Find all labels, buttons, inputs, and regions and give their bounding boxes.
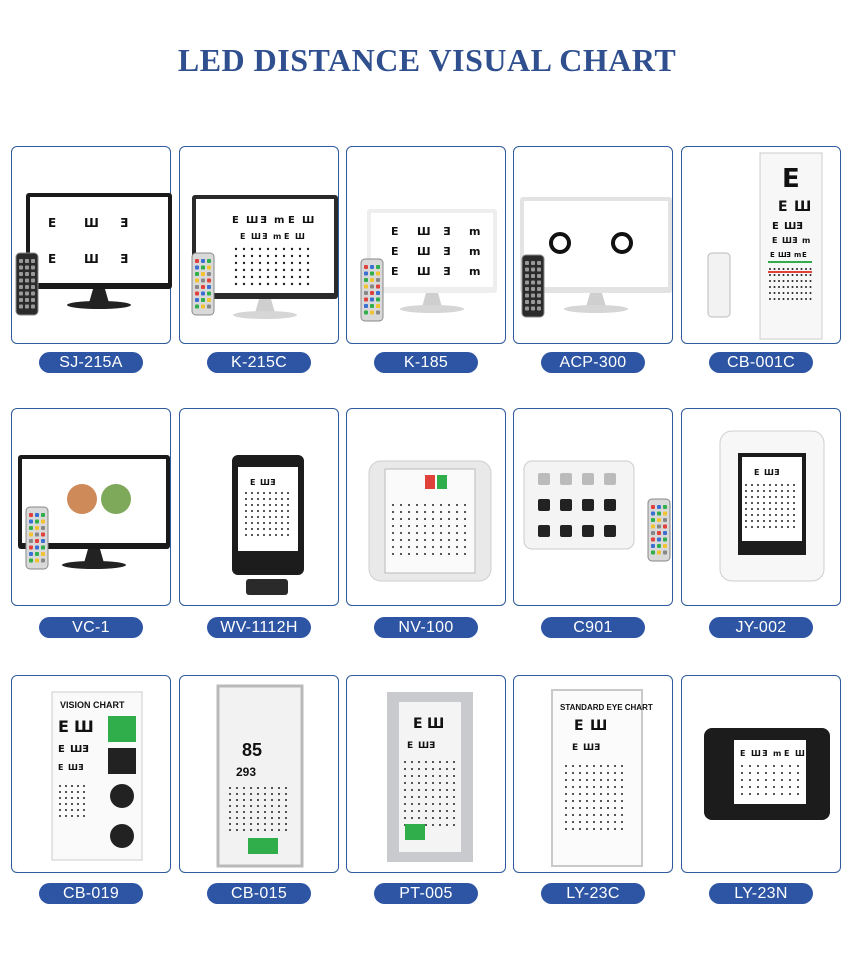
svg-text:Ш: Ш <box>417 265 431 278</box>
product-image <box>180 147 340 345</box>
svg-text:VISION CHART: VISION CHART <box>60 700 125 710</box>
svg-text:m: m <box>469 245 481 258</box>
svg-text:Ш: Ш <box>417 245 431 258</box>
product-card[interactable] <box>11 408 171 606</box>
svg-text:Ǝ: Ǝ <box>262 232 268 241</box>
product-image <box>514 409 674 607</box>
svg-text:Ǝ: Ǝ <box>443 245 451 258</box>
svg-text:E: E <box>407 741 414 751</box>
svg-text:Ǝ: Ǝ <box>78 763 84 772</box>
svg-text:E: E <box>572 743 579 753</box>
svg-text:Ш: Ш <box>778 251 787 259</box>
svg-text:Ш: Ш <box>764 468 774 477</box>
svg-text:E: E <box>772 236 778 245</box>
product-card[interactable] <box>11 146 171 344</box>
product-image <box>347 147 507 345</box>
svg-text:E: E <box>48 216 57 230</box>
svg-text:Ш: Ш <box>782 236 792 245</box>
svg-text:E: E <box>784 749 790 758</box>
svg-text:293: 293 <box>236 765 257 779</box>
svg-text:Ш: Ш <box>417 225 431 238</box>
svg-text:Ǝ: Ǝ <box>120 252 129 266</box>
product-image <box>347 409 507 607</box>
svg-text:E: E <box>391 225 399 238</box>
svg-text:m: m <box>469 225 481 238</box>
svg-text:E: E <box>232 215 239 226</box>
product-image <box>682 409 842 607</box>
model-label: LY-23C <box>541 883 645 904</box>
model-label: LY-23N <box>709 883 813 904</box>
model-label: VC-1 <box>39 617 143 638</box>
svg-text:Ш: Ш <box>260 478 270 487</box>
svg-text:Ш: Ш <box>68 763 78 772</box>
product-card[interactable] <box>513 675 673 873</box>
svg-text:E: E <box>58 763 64 772</box>
model-label: JY-002 <box>709 617 813 638</box>
model-label: CB-015 <box>207 883 311 904</box>
svg-text:Ш: Ш <box>74 717 94 736</box>
svg-text:E: E <box>782 164 800 194</box>
svg-text:Ш: Ш <box>427 716 445 732</box>
product-image <box>514 676 674 874</box>
svg-text:Ǝ: Ǝ <box>429 741 436 751</box>
svg-text:E: E <box>802 251 807 259</box>
svg-text:Ш: Ш <box>302 215 315 226</box>
svg-text:Ǝ: Ǝ <box>594 743 601 753</box>
svg-text:Ш: Ш <box>794 199 812 215</box>
svg-text:Ш: Ш <box>84 216 99 230</box>
svg-text:E: E <box>391 265 399 278</box>
svg-text:Ǝ: Ǝ <box>786 251 791 259</box>
svg-text:Ǝ: Ǝ <box>270 478 276 487</box>
model-label: CB-001C <box>709 352 813 373</box>
svg-text:m: m <box>274 215 285 226</box>
svg-text:E: E <box>58 744 65 755</box>
model-label: NV-100 <box>374 617 478 638</box>
product-card[interactable] <box>513 146 673 344</box>
product-image <box>682 676 842 874</box>
svg-text:E: E <box>740 749 746 758</box>
svg-text:Ǝ: Ǝ <box>762 749 768 758</box>
svg-text:m: m <box>273 232 282 241</box>
svg-text:E: E <box>754 468 760 477</box>
svg-text:Ш: Ш <box>251 232 261 241</box>
product-image <box>682 147 842 345</box>
svg-text:m: m <box>802 236 811 245</box>
product-image <box>347 676 507 874</box>
product-card[interactable] <box>513 408 673 606</box>
product-card[interactable] <box>179 675 339 873</box>
product-image <box>180 409 340 607</box>
svg-text:Ǝ: Ǝ <box>120 216 129 230</box>
product-card[interactable] <box>681 675 841 873</box>
svg-text:STANDARD EYE CHART: STANDARD EYE CHART <box>560 703 653 712</box>
model-label: K-215C <box>207 352 311 373</box>
svg-text:E: E <box>240 232 246 241</box>
product-image <box>12 409 172 607</box>
svg-text:Ǝ: Ǝ <box>774 468 780 477</box>
svg-text:Ш: Ш <box>295 232 305 241</box>
product-image <box>12 147 172 345</box>
svg-text:85: 85 <box>242 740 263 760</box>
svg-text:Ш: Ш <box>795 749 805 758</box>
svg-text:Ǝ: Ǝ <box>82 744 89 755</box>
svg-text:E: E <box>284 232 290 241</box>
svg-text:E: E <box>772 221 779 232</box>
svg-text:E: E <box>48 252 57 266</box>
svg-text:Ш: Ш <box>583 743 595 753</box>
svg-text:E: E <box>413 716 423 732</box>
svg-text:m: m <box>773 749 782 758</box>
svg-text:Ǝ: Ǝ <box>792 236 798 245</box>
svg-text:E: E <box>250 478 256 487</box>
product-image <box>514 147 674 345</box>
svg-text:E: E <box>58 717 69 736</box>
model-label: SJ-215A <box>39 352 143 373</box>
product-card[interactable] <box>681 146 841 344</box>
model-label: CB-019 <box>39 883 143 904</box>
svg-text:Ш: Ш <box>784 221 797 232</box>
svg-text:Ǝ: Ǝ <box>443 225 451 238</box>
product-card[interactable] <box>681 408 841 606</box>
svg-text:Ш: Ш <box>590 718 608 734</box>
svg-text:Ш: Ш <box>84 252 99 266</box>
svg-text:E: E <box>391 245 399 258</box>
product-image <box>12 676 172 874</box>
product-image <box>180 676 340 874</box>
svg-text:Ǝ: Ǝ <box>260 215 267 226</box>
svg-text:Ш: Ш <box>751 749 761 758</box>
svg-text:Ш: Ш <box>246 215 259 226</box>
svg-text:E: E <box>770 251 775 259</box>
page-title: LED DISTANCE VISUAL CHART <box>177 42 677 78</box>
product-card[interactable] <box>179 146 339 344</box>
svg-text:Ǝ: Ǝ <box>796 221 803 232</box>
product-card[interactable] <box>346 675 506 873</box>
svg-text:E: E <box>288 215 295 226</box>
model-label: WV-1112H <box>207 617 311 638</box>
svg-text:E: E <box>778 199 788 215</box>
product-card[interactable] <box>346 146 506 344</box>
model-label: K-185 <box>374 352 478 373</box>
model-label: PT-005 <box>374 883 478 904</box>
product-card[interactable] <box>179 408 339 606</box>
svg-text:Ш: Ш <box>418 741 430 751</box>
svg-text:m: m <box>794 251 802 259</box>
model-label: ACP-300 <box>541 352 645 373</box>
svg-text:Ш: Ш <box>70 744 83 755</box>
svg-text:E: E <box>574 718 584 734</box>
model-label: C901 <box>541 617 645 638</box>
product-card[interactable] <box>346 408 506 606</box>
svg-text:Ǝ: Ǝ <box>443 265 451 278</box>
product-card[interactable] <box>11 675 171 873</box>
svg-text:m: m <box>469 265 481 278</box>
